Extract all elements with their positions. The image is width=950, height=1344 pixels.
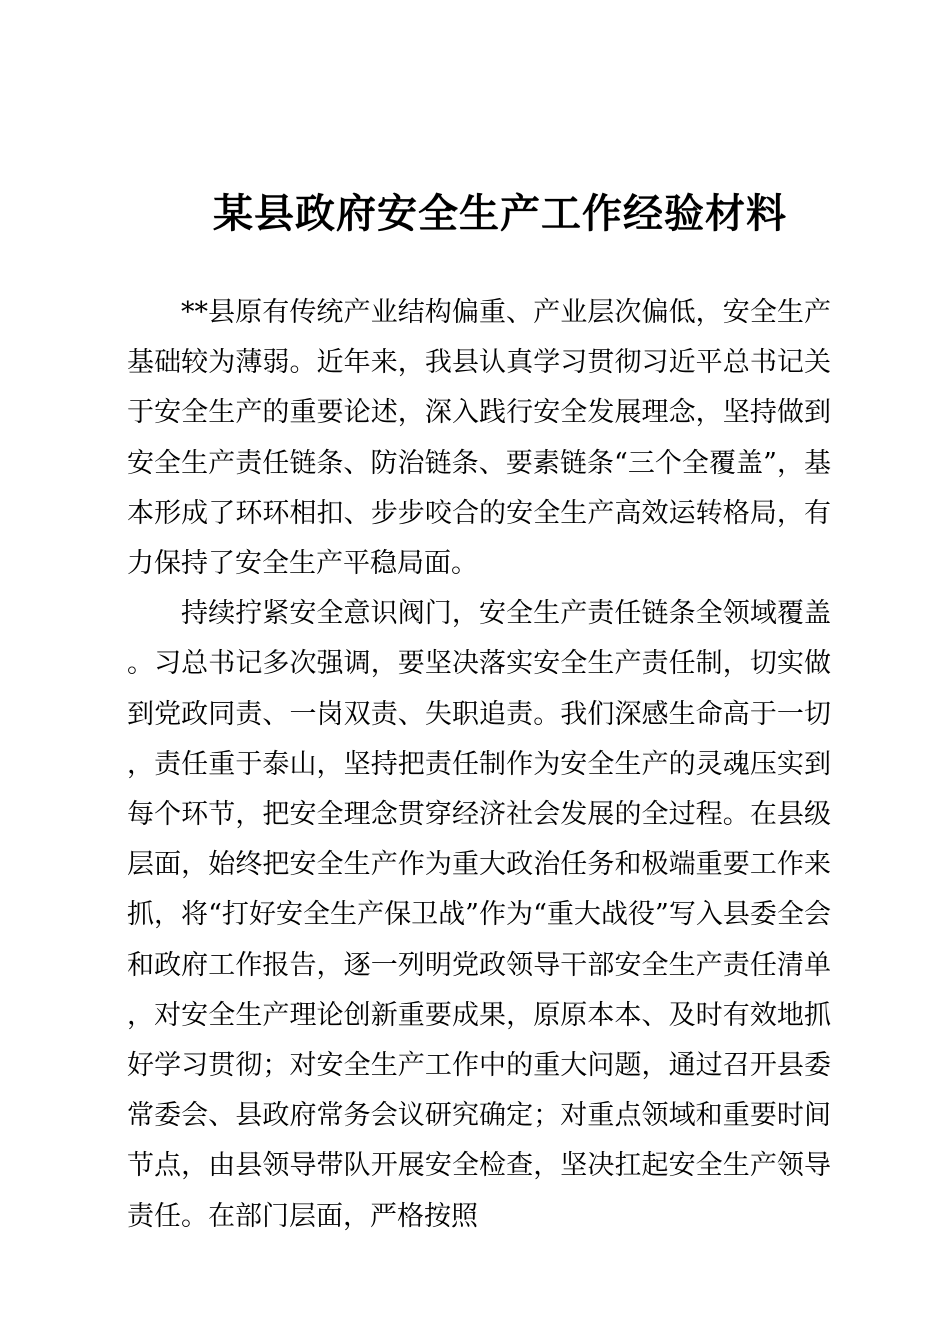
document-body <box>127 288 831 1242</box>
paragraph-responsibility-chain: 持续拧紧安全意识阀门，安全生产责任链条全领域覆盖。习总书记多次强调，要坚决落实安全生产责任制，切实做到党政同责、一岗双责、失职追责。我们深感生命高于一切，责任重于泰山，坚持把责任制作为安全生产的灵魂压实到每个环节，把安全理念贯穿经济社会发展的全过程。在县级层面，始终把安全生产作为重大政治任务和极端重要工作来抓，将“打好安全生产保卫战”作为“重大战役”写入县委全会和政府工作报告，逐一列明党政领导干部安全生产责任清单，对安全生产理论创新重要成果，原原本本、及时有效地抓好学习贯彻；对安全生产工作中的重大问题，通过召开县委常委会、县政府常务会议研究确定；对重点领域和重要时间节点，由县领导带队开展安全检查，坚决扛起安全生产领导责任。在部门层面，严格按照 <box>127 598 831 1232</box>
document-title: 某县政府安全生产工作经验材料 <box>213 190 787 237</box>
paragraph-intro: **县原有传统产业结构偏重、产业层次偏低，安全生产基础较为薄弱。近年来，我县认真学习贯彻习近平总书记关于安全生产的重要论述，深入践行安全发展理念，坚持做到安全生产责任链条、防治链条、要素链条“三个全覆盖”，基本形成了环环相扣、步步咬合的安全生产高效运转格局，有力保持了安全生产平稳局面。 <box>127 297 831 580</box>
